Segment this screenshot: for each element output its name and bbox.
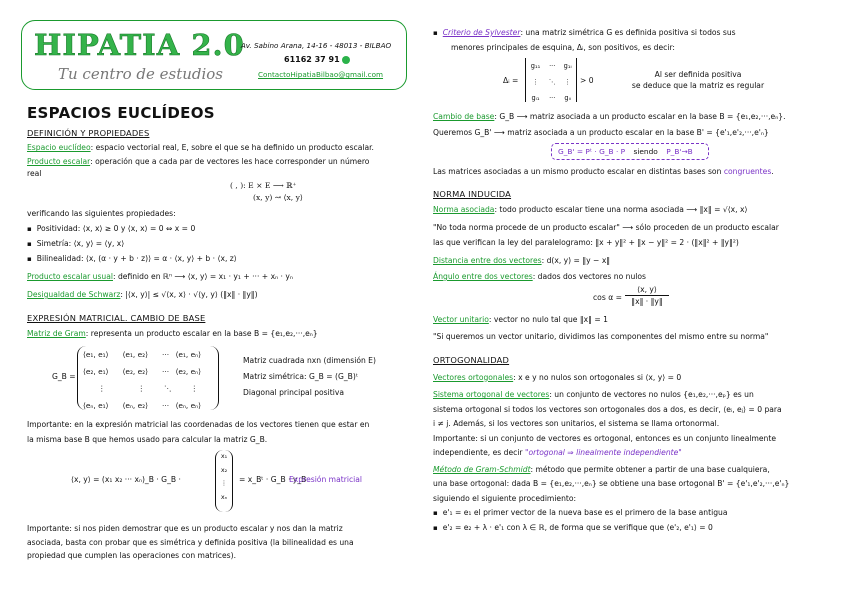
- importante-2-line-1: Importante: si nos piden demostrar que es un producto escalar y nos dan la matriz: [27, 524, 343, 534]
- angulo-num: ⟨x, y⟩: [625, 285, 669, 295]
- mapping-line-2: (x, y) ↝ ⟨x, y⟩: [253, 193, 303, 203]
- heading-definicion: DEFINICIÓN Y PROPIEDADES: [27, 128, 150, 138]
- importante-2-line-3: propiedad que cumplen las operaciones con matrices).: [27, 551, 236, 561]
- gram-row: ⟨eₙ, e₁⟩ ⟨eₙ, e₂⟩ ··· ⟨eₙ, eₙ⟩: [83, 401, 201, 411]
- vector-unitario-def: Vector unitario: vector no nulo tal que ‖x‖ = 1: [433, 315, 608, 325]
- sistema-ortogonal-2: sistema ortogonal si todos los vectores son ortogonales dos a dos, es decir, ⟨eᵢ, eⱼ⟩ = 0 para: [433, 404, 782, 414]
- cambio-base-p: P_B'→B: [666, 147, 693, 157]
- logo-main: HIPATIA 2.0: [34, 28, 245, 62]
- gram-note-2: Matriz simétrica: G_B = (G_B)ᵗ: [243, 372, 359, 382]
- sistema-ortogonal-3: i ≠ j. Además, si los vectores son unitarios, el sistema se llama ortonormal.: [433, 419, 720, 429]
- angulo-def: Ángulo entre dos vectores: dados dos vectores no nulos: [433, 271, 646, 281]
- gram-row: ⟨e₂, e₁⟩ ⟨e₂, e₂⟩ ··· ⟨e₂, eₙ⟩: [83, 367, 201, 377]
- logo-box: [21, 20, 407, 90]
- delta-note-1: Al ser definida positiva: [654, 70, 742, 80]
- gram-schmidt-3: siguiendo el siguiente procedimiento:: [433, 493, 577, 503]
- whatsapp-icon: [342, 56, 350, 64]
- producto-escalar-usual: Producto escalar usual: definido en ℝⁿ ⟶ ⟨x, y⟩ = x₁ · y₁ + ··· + xₙ · yₙ: [27, 271, 293, 281]
- cambio-base-formula-box: [551, 143, 709, 160]
- congruentes-line: Las matrices asociadas a un mismo producto escalar en distintas bases son congruentes.: [433, 167, 774, 177]
- prop-simetria: ▪ Simetría: ⟨x, y⟩ = ⟨y, x⟩: [27, 239, 411, 249]
- gram-schmidt-def: Método de Gram-Schmidt: método que permite obtener a partir de una base cualquiera,: [433, 464, 770, 474]
- producto-escalar-def: Producto escalar: operación que a cada par de vectores les hace corresponder un número: [27, 156, 370, 166]
- right-column: [433, 28, 819, 533]
- expr-label: Expresión matricial: [289, 475, 362, 485]
- heading-norma: NORMA INDUCIDA: [433, 188, 512, 199]
- gram-schmidt-step-2: ▪ e'₂ = e₂ + λ · e'₁ con λ ∈ ℝ, de forma que se verifique que ⟨e'₂, e'₁⟩ = 0: [433, 523, 819, 533]
- gram-note-3: Diagonal principal positiva: [243, 388, 344, 398]
- importante-3-line-2: independiente, es decir "ortogonal ⇒ linealmente independiente": [433, 448, 682, 458]
- angulo-formula: [433, 284, 819, 310]
- heading-ortogonalidad: ORTOGONALIDAD: [433, 355, 510, 366]
- importante-1-line-1: Importante: en la expresión matricial las coordenadas de los vectores tienen que estar en: [27, 420, 370, 430]
- espacio-euclideo-def: Espacio euclídeo: espacio vectorial real, E, sobre el que se ha definido un producto escalar.: [27, 143, 374, 153]
- expr-vector: x₁ x₂ ⋮ xₙ: [215, 450, 233, 512]
- delta-label: Δᵢ =: [503, 76, 519, 86]
- gram-schmidt-2: una base ortogonal: dada B = {e₁,e₂,···,eₙ} se obtiene una base ortogonal B' = {e'₁,e'₂,···,e'ₙ}: [433, 479, 790, 489]
- delta-matrix: [525, 58, 577, 102]
- distancia-def: Distancia entre dos vectores: d(x, y) = ‖y − x‖: [433, 255, 611, 265]
- mapping-line-1: ( , ): E × E ⟶ ℝ⁺: [230, 180, 297, 190]
- gram-note-1: Matriz cuadrada nxn (dimensión E): [243, 356, 376, 366]
- importante-2-line-2: asociada, basta con probar que es simétrica y definida positiva (la bilinealidad es una: [27, 537, 354, 547]
- sylvester-def-2: menores principales de esquina, Δᵢ, son positivos, es decir:: [451, 42, 675, 52]
- quote-unitario: "Si queremos un vector unitario, dividimos las componentes del mismo entre su norma": [433, 331, 769, 341]
- sylvester-def: ▪ Criterio de Sylvester: una matriz simétrica G es definida positiva si todos sus: [433, 28, 819, 38]
- props-intro: verificando las siguientes propiedades:: [27, 208, 176, 218]
- matrix-expression: [27, 448, 411, 518]
- cambio-base-siendo: siendo: [633, 147, 658, 157]
- gram-matrix: [77, 346, 219, 410]
- expr-left: ⟨x, y⟩ = (x₁ x₂ ··· xₙ)_B · G_B ·: [71, 475, 181, 485]
- gram-row: ⟨e₁, e₁⟩ ⟨e₁, e₂⟩ ··· ⟨e₁, eₙ⟩: [83, 350, 201, 360]
- phone: 61162 37 91: [284, 55, 340, 64]
- prop-bilinealidad: ▪ Bilinealidad: ⟨x, (α · y + b · z)⟩ = α · ⟨x, y⟩ + b · ⟨x, z⟩: [27, 254, 411, 264]
- delta-note-2: se deduce que la matriz es regular: [631, 81, 765, 91]
- cambio-base-def: Cambio de base: G_B ⟶ matriz asociada a un producto escalar en la base B = {e₁,e₂,···,eₙ}.: [433, 112, 786, 122]
- left-column: [27, 128, 411, 561]
- heading-expresion: EXPRESIÓN MATRICIAL. CAMBIO DE BASE: [27, 313, 206, 324]
- cambio-base-line-2: Queremos G_B' ⟶ matriz asociada a un producto escalar en la base B' = {e'₁,e'₂,···,e'ₙ}: [433, 127, 769, 137]
- quote-norma-1: "No toda norma procede de un producto escalar" ⟶ sólo proceden de un producto escalar: [433, 222, 779, 232]
- logo-sub: Tu centro de estudios: [58, 65, 224, 83]
- address: Av. Sabino Arana, 14-16 - 48013 - BILBAO: [240, 41, 392, 50]
- phone-line: [284, 55, 350, 65]
- producto-escalar-def-2: real: [27, 169, 42, 179]
- vectores-ortogonales-def: Vectores ortogonales: x e y no nulos son ortogonales si ⟨x, y⟩ = 0: [433, 372, 682, 382]
- sistema-ortogonal-def: Sistema ortogonal de vectores: un conjunto de vectores no nulos {e₁,e₂,···,eₚ} es un: [433, 390, 754, 400]
- cambio-base-formula: G_B' = Pᵗ · G_B · P: [558, 147, 626, 157]
- delta-gt: > 0: [580, 76, 594, 86]
- page-title: ESPACIOS EUCLÍDEOS: [27, 104, 215, 122]
- delta-block: [433, 56, 819, 106]
- norma-asociada-def: Norma asociada: todo producto escalar tiene una norma asociada ⟶ ‖x‖ = √⟨x, x⟩: [433, 205, 748, 215]
- importante-1-line-2: la misma base B que hemos usado para calcular la matriz G_B.: [27, 434, 268, 444]
- angulo-lhs: cos α =: [593, 293, 622, 303]
- matriz-gram-def: Matriz de Gram: representa un producto escalar en la base B = {e₁,e₂,···,eₙ}: [27, 328, 318, 338]
- gram-row: ⋮ ⋮ ⋱ ⋮: [98, 384, 198, 394]
- quote-norma-2: las que verifican la ley del paralelogramo: ‖x + y‖² + ‖x − y‖² = 2 · (‖x‖² + ‖y‖²): [433, 238, 739, 248]
- email-link[interactable]: ContactoHipatiaBilbao@gmail.com: [258, 70, 384, 79]
- delta-table: g₁₁ ··· g₁ᵢ ⋮ ⋱ ⋮ gᵢ₁ ··· gᵢᵢ: [530, 62, 572, 103]
- expr-right: = x_Bᵗ · G_B · y_B: [239, 475, 307, 485]
- gram-label: G_B =: [52, 372, 76, 382]
- desigualdad-schwarz: Desigualdad de Schwarz: |⟨x, y⟩| ≤ √⟨x, x⟩ · √⟨y, y⟩ (‖x‖ · ‖y‖): [27, 290, 258, 299]
- gram-schmidt-step-1: ▪ e'₁ = e₁ el primer vector de la nueva base es el primero de la base antigua: [433, 508, 819, 518]
- prop-positividad: ▪ Positividad: ⟨x, x⟩ ≥ 0 y ⟨x, x⟩ = 0 ⇔ x = 0: [27, 224, 411, 234]
- gram-matrix-block: [27, 344, 411, 414]
- importante-3-line-1: Importante: si un conjunto de vectores es ortogonal, entonces es un conjunto linealmente: [433, 433, 777, 443]
- gram-table: [82, 346, 214, 414]
- angulo-den: ‖x‖ · ‖y‖: [631, 297, 663, 307]
